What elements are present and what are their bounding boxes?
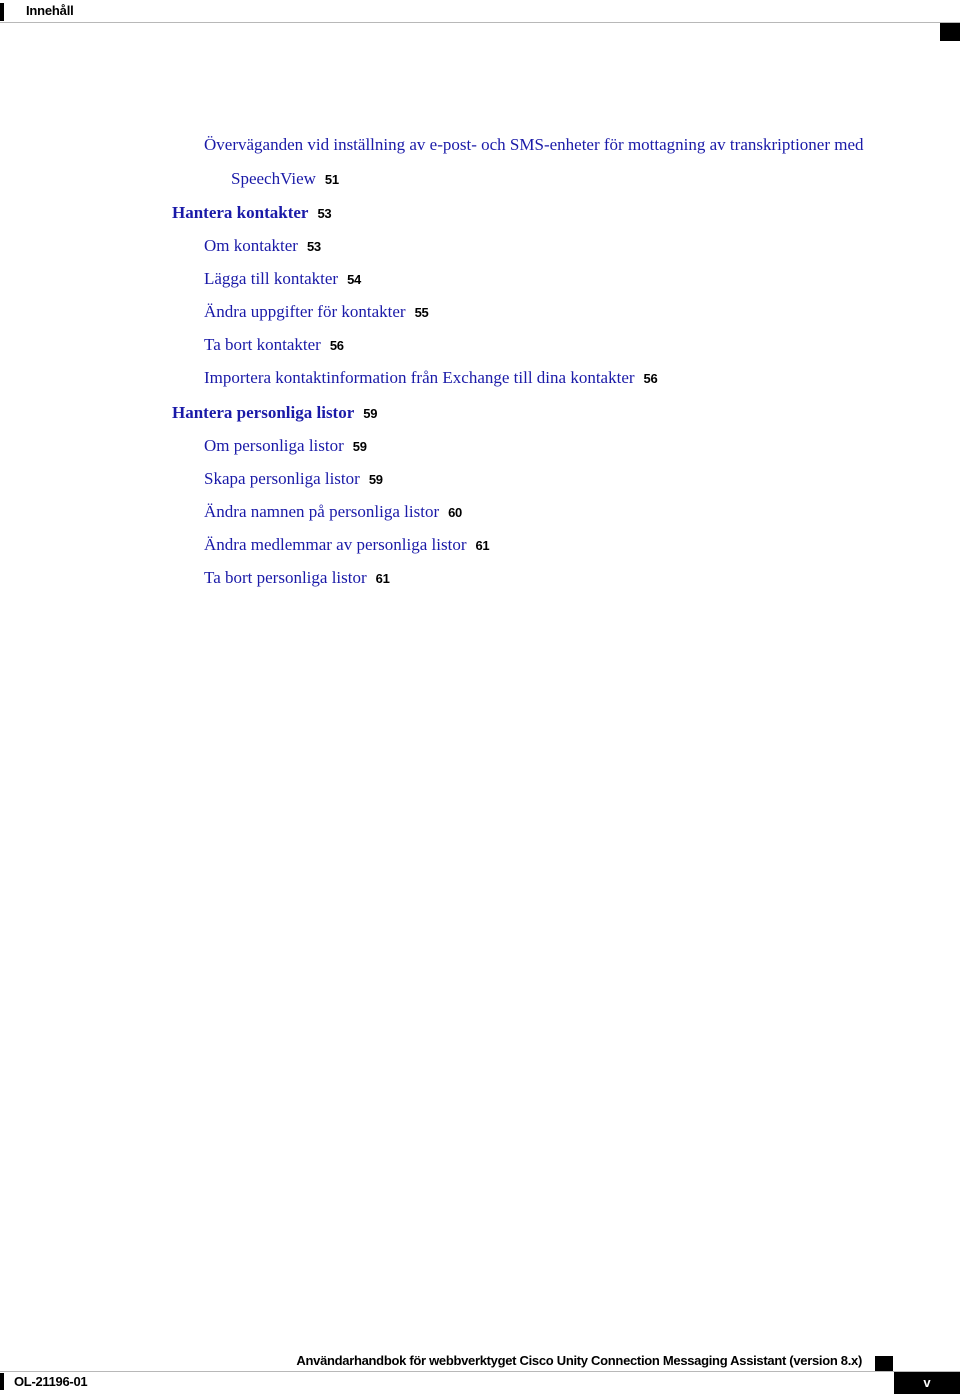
- toc-entry-speechview-settings-cont[interactable]: [231, 169, 339, 190]
- toc-page-number: 51: [324, 172, 339, 187]
- toc-entry-om-personliga-listor[interactable]: [204, 436, 367, 457]
- toc-page-number: 55: [414, 305, 429, 320]
- toc-entry-title: Hantera personliga listor: [172, 403, 355, 422]
- header-corner-block: [940, 23, 960, 41]
- toc-entry-title: Ta bort personliga listor: [204, 568, 367, 587]
- header-rule: [0, 22, 960, 23]
- toc-entry-om-kontakter[interactable]: [204, 236, 321, 257]
- toc-page-number: 60: [448, 505, 462, 520]
- toc-entry-title: Ändra uppgifter för kontakter: [204, 302, 406, 321]
- toc-entry-title: SpeechView: [231, 169, 316, 188]
- running-header: Innehåll: [26, 3, 74, 18]
- toc-entry-title: Skapa personliga listor: [204, 469, 360, 488]
- toc-entry-title: Lägga till kontakter: [204, 269, 339, 288]
- toc-page-number: 53: [317, 206, 332, 221]
- toc-page-number: 59: [352, 439, 367, 454]
- toc-entry-speechview-settings[interactable]: [204, 135, 864, 155]
- footer-document-id: OL-21196-01: [14, 1374, 88, 1389]
- footer-rule: [0, 1371, 960, 1372]
- footer-book-title: Användarhandbok för webbverktyget Cisco Unity Connection Messaging Assistant (version 8.x): [296, 1353, 862, 1368]
- toc-entry-title: Om personliga listor: [204, 436, 344, 455]
- toc-page-number: 59: [368, 472, 383, 487]
- header-marker-bar: [0, 3, 4, 21]
- toc-entry-andra-uppgifter[interactable]: [204, 302, 428, 323]
- toc-page-number: 56: [329, 338, 344, 353]
- toc-entry-ta-bort-personliga-listor[interactable]: [204, 568, 390, 589]
- toc-entry-title: Om kontakter: [204, 236, 298, 255]
- footer-marker-bar: [0, 1373, 4, 1390]
- toc-entry-title: Överväganden vid inställning av e-post- och SMS-enheter för mottagning av transkriptioner med: [204, 135, 864, 154]
- toc-entry-importera-kontaktinformation[interactable]: [204, 368, 657, 389]
- toc-page-number: 61: [475, 538, 490, 553]
- toc-page-number: 59: [363, 406, 378, 421]
- toc-entry-title: Ta bort kontakter: [204, 335, 321, 354]
- toc-entry-andra-medlemmar[interactable]: [204, 535, 489, 556]
- toc-entry-lagga-till-kontakter[interactable]: [204, 269, 361, 290]
- toc-entry-andra-namnen[interactable]: [204, 502, 462, 523]
- toc-page-number: 56: [643, 371, 658, 386]
- toc-chapter-hantera-personliga-listor[interactable]: [172, 403, 377, 424]
- toc-chapter-hantera-kontakter[interactable]: [172, 203, 331, 224]
- footer-marker-square: [875, 1356, 893, 1371]
- toc-entry-title: Ändra namnen på personliga listor: [204, 502, 440, 521]
- toc-page-number: 61: [375, 571, 390, 586]
- toc-page-number: 54: [347, 272, 361, 287]
- toc-page-number: 53: [306, 239, 321, 254]
- toc-entry-title: Hantera kontakter: [172, 203, 309, 222]
- footer-page-number: v: [894, 1372, 960, 1394]
- toc-entry-skapa-personliga-listor[interactable]: [204, 469, 383, 490]
- toc-entry-ta-bort-kontakter[interactable]: [204, 335, 344, 356]
- toc-entry-title: Importera kontaktinformation från Exchange till dina kontakter: [204, 368, 635, 387]
- toc-entry-title: Ändra medlemmar av personliga listor: [204, 535, 467, 554]
